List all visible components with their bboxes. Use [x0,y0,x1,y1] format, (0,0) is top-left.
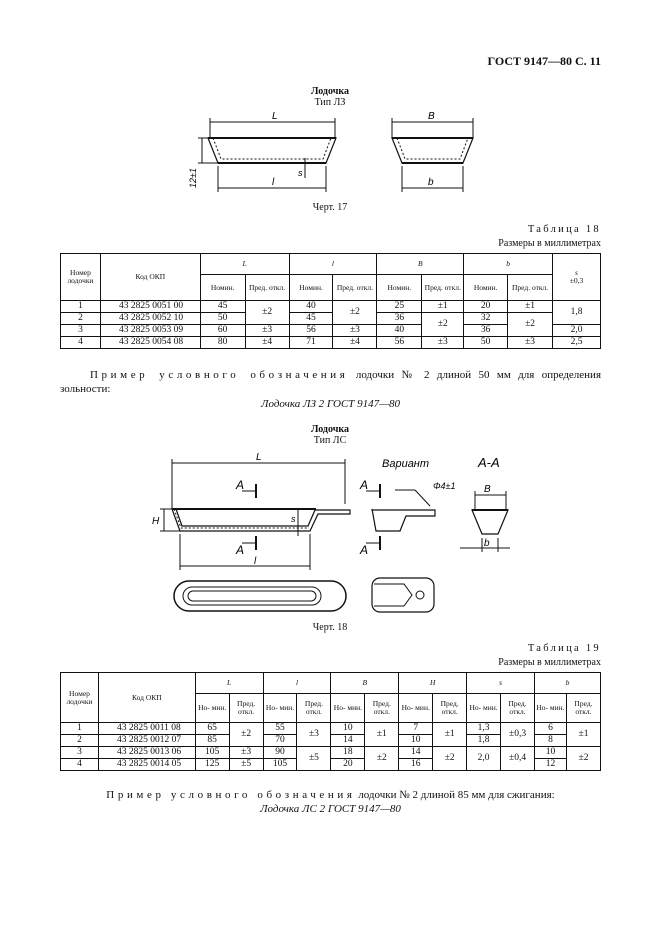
dim-l: l [254,556,257,567]
figure18-drawing [150,446,520,621]
dim-b: b [428,177,434,188]
section-label: А-А [478,455,500,470]
figure17-drawing [180,108,480,206]
col-dev: Пред. откл. [245,275,289,301]
col-code: Код ОКП [98,673,195,723]
dim-b: b [484,538,490,549]
dim-phi: Φ4±1 [433,481,456,491]
dim-s: s [298,168,303,178]
col-dev: Пред. откл. [433,694,467,723]
col-nom: Но- мин. [331,694,365,723]
col-b: b [535,673,601,694]
col-l: l [289,254,377,275]
table18-title: Таблица 18 [527,224,601,235]
section-mark: A [236,543,245,557]
col-nom: Но- мин. [399,694,433,723]
col-dev: Пред. откл. [297,694,331,723]
col-nom: Номин. [200,275,245,301]
example18: Пример условного обозначения лодочки № 2 длиной 50 мм для определения зольности: [60,369,602,395]
variant-label: Вариант [382,458,430,470]
figure18-title: Лодочка [311,424,349,435]
table-row: 3 43 2825 0053 09 60 ±3 56 ±3 40 36 2,0 [61,325,601,337]
table-row: 4 43 2825 0014 05 125 ±5 105 20 16 12 [61,759,601,771]
col-H: H [399,673,467,694]
table-row: 2 43 2825 0012 07 85 70 14 10 1,8 8 [61,735,601,747]
dim-s: s [291,514,296,524]
table19-title: Таблица 19 [527,643,601,654]
col-dev: Пред. откл. [422,275,464,301]
dim-H: H [152,516,160,527]
table18-units: Размеры в миллиметрах [498,238,601,249]
dim-height: 12±1 [188,168,198,188]
col-nom: Но- мин. [263,694,297,723]
col-dev: Пред. откл. [229,694,263,723]
designation19: Лодочка ЛС 2 ГОСТ 9147—80 [260,803,401,815]
table19-units: Размеры в миллиметрах [498,657,601,668]
col-code: Код ОКП [100,254,200,301]
col-dev: Пред. откл. [508,275,553,301]
col-num: Номер лодочки [61,254,101,301]
table-row: 3 43 2825 0013 06 105 ±3 90 ±5 18 ±2 14 ±2 2,0 ±0,4 10 ±2 [61,747,601,759]
page-header: ГОСТ 9147—80 С. 11 [487,54,601,68]
col-s: s ±0,3 [553,254,601,301]
figure17-caption: Черт. 17 [312,202,348,213]
figure17-title: Лодочка [311,86,349,97]
dim-B: B [428,111,435,122]
designation18: Лодочка ЛЗ 2 ГОСТ 9147—80 [261,398,400,410]
col-L: L [200,254,289,275]
dim-l: l [272,177,275,188]
example19: Пример условного обозначения лодочки № 2 длиной 85 мм для сжигания: [106,789,555,801]
table-row: 4 43 2825 0054 08 80 ±4 71 ±4 56 ±3 50 ±3 2,5 [61,337,601,349]
col-s: s [467,673,535,694]
dim-L: L [256,452,262,463]
col-nom: Но- мин. [467,694,501,723]
dim-B: B [484,484,491,495]
col-nom: Номин. [464,275,508,301]
col-dev: Пред. откл. [501,694,535,723]
col-dev: Пред. откл. [333,275,377,301]
figure18-caption: Черт. 18 [312,622,348,633]
table18 [60,253,601,349]
col-nom: Номин. [289,275,333,301]
col-L: L [195,673,263,694]
col-b: b [464,254,553,275]
table-row: 2 43 2825 0052 10 50 45 36 ±2 32 ±2 [61,313,601,325]
figure18-subtitle: Тип ЛС [313,435,347,446]
section-mark: A [360,543,369,557]
table-row: 1 43 2825 0011 08 65 ±2 55 ±3 10 ±1 7 ±1 1,3 ±0,3 6 ±1 [61,723,601,735]
col-nom: Но- мин. [535,694,567,723]
figure17-subtitle: Тип ЛЗ [314,97,346,108]
col-dev: Пред. откл. [365,694,399,723]
section-mark: A [360,478,369,492]
col-dev: Пред. откл. [566,694,600,723]
col-nom: Номин. [377,275,422,301]
table19 [60,672,601,771]
col-l: l [263,673,331,694]
dim-L: L [272,111,278,122]
col-num: Номер лодочки [61,673,99,723]
table-row: 1 43 2825 0051 00 45 ±2 40 ±2 25 ±1 20 ±1 1,8 [61,301,601,313]
col-nom: Но- мин. [195,694,229,723]
section-mark: A [236,478,245,492]
col-B: B [377,254,464,275]
col-B: B [331,673,399,694]
